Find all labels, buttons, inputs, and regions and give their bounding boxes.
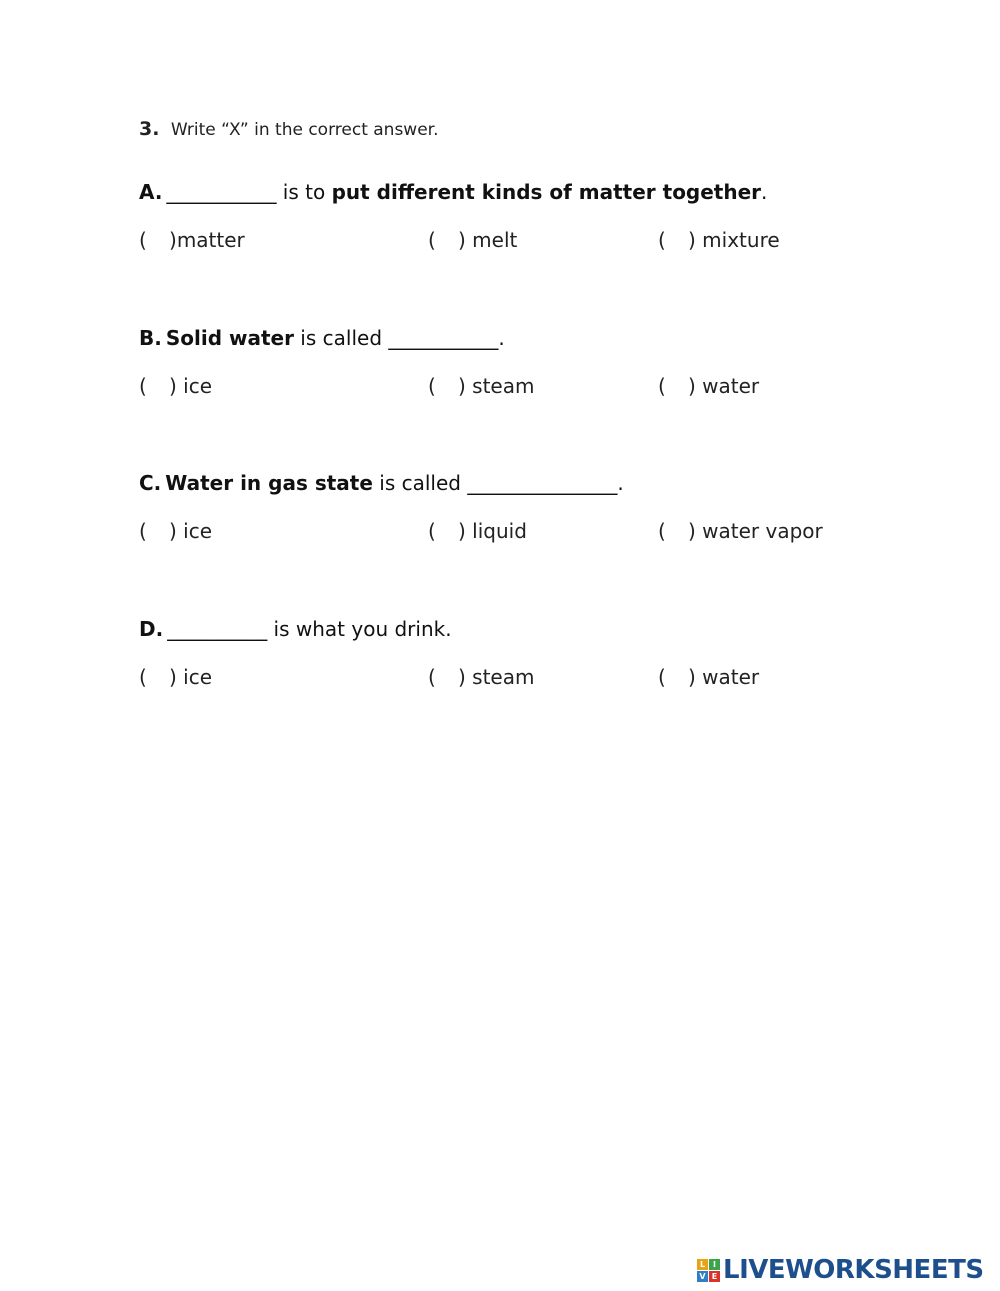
instruction (139, 118, 439, 140)
options-row (139, 665, 899, 695)
instruction-number: 3. (139, 118, 160, 140)
answer-box-close: ) (688, 519, 696, 543)
answer-box-open[interactable]: ( (139, 519, 147, 543)
answer-box-close: ) (458, 228, 466, 252)
question-b (139, 326, 505, 350)
question-emphasis: Solid water (165, 326, 294, 350)
answer-option[interactable] (428, 374, 534, 398)
answer-box-open[interactable]: ( (658, 374, 666, 398)
answer-option-label: ice (176, 374, 213, 398)
question-text: is called ___________. (293, 326, 505, 350)
question-d (139, 617, 452, 641)
logo-mark-tile: V (697, 1271, 708, 1282)
answer-option-label: steam (465, 665, 535, 689)
answer-box-close: ) (688, 665, 696, 689)
answer-box-open[interactable]: ( (139, 374, 147, 398)
answer-option-label: water vapor (695, 519, 823, 543)
answer-option-label: melt (465, 228, 518, 252)
answer-option[interactable] (139, 374, 212, 398)
question-text: is called _______________. (372, 471, 624, 495)
answer-box-open[interactable]: ( (428, 665, 436, 689)
question-emphasis: Water in gas state (165, 471, 373, 495)
answer-option-label: matter (176, 228, 245, 252)
answer-box-open[interactable]: ( (428, 374, 436, 398)
answer-box-open[interactable]: ( (658, 519, 666, 543)
answer-option[interactable] (428, 519, 527, 543)
answer-option-label: liquid (465, 519, 527, 543)
answer-box-open[interactable]: ( (428, 519, 436, 543)
answer-option[interactable] (658, 665, 759, 689)
answer-box-close: ) (169, 519, 177, 543)
answer-option[interactable] (658, 519, 823, 543)
answer-option[interactable] (658, 374, 759, 398)
question-letter: C. (139, 471, 162, 495)
question-text: ___________ is to (166, 180, 332, 204)
question-letter: D. (139, 617, 164, 641)
options-row (139, 228, 899, 258)
liveworksheets-logo (697, 1255, 984, 1285)
logo-mark-tile: L (697, 1259, 708, 1270)
answer-box-close: ) (688, 374, 696, 398)
answer-option[interactable] (658, 228, 780, 252)
answer-option[interactable] (139, 228, 245, 252)
answer-box-close: ) (688, 228, 696, 252)
answer-box-close: ) (169, 665, 177, 689)
question-emphasis: put different kinds of matter together (331, 180, 762, 204)
liveworksheets-logo-icon (697, 1259, 720, 1282)
answer-option[interactable] (428, 228, 517, 252)
answer-option-label: ice (176, 665, 213, 689)
answer-box-close: ) (458, 665, 466, 689)
logo-text: LIVEWORKSHEETS (723, 1255, 984, 1285)
answer-box-open[interactable]: ( (428, 228, 436, 252)
logo-mark-tile: E (709, 1271, 720, 1282)
answer-box-close: ) (458, 374, 466, 398)
question-letter: B. (139, 326, 162, 350)
answer-option-label: water (695, 665, 760, 689)
question-c (139, 471, 624, 495)
question-letter: A. (139, 180, 163, 204)
answer-option-label: mixture (695, 228, 780, 252)
instruction-text: Write “X” in the correct answer. (170, 120, 439, 140)
answer-box-open[interactable]: ( (139, 228, 147, 252)
answer-option[interactable] (139, 519, 212, 543)
options-row (139, 519, 899, 549)
answer-box-close: ) (169, 228, 177, 252)
answer-option-label: steam (465, 374, 535, 398)
options-row (139, 374, 899, 404)
answer-option-label: water (695, 374, 760, 398)
answer-option[interactable] (139, 665, 212, 689)
question-a (139, 180, 767, 204)
question-text: . (761, 180, 768, 204)
logo-mark-tile: I (709, 1259, 720, 1270)
answer-option-label: ice (176, 519, 213, 543)
answer-box-close: ) (169, 374, 177, 398)
answer-option[interactable] (428, 665, 534, 689)
answer-box-open[interactable]: ( (139, 665, 147, 689)
answer-box-open[interactable]: ( (658, 228, 666, 252)
answer-box-close: ) (458, 519, 466, 543)
question-text: __________ is what you drink. (167, 617, 452, 641)
answer-box-open[interactable]: ( (658, 665, 666, 689)
